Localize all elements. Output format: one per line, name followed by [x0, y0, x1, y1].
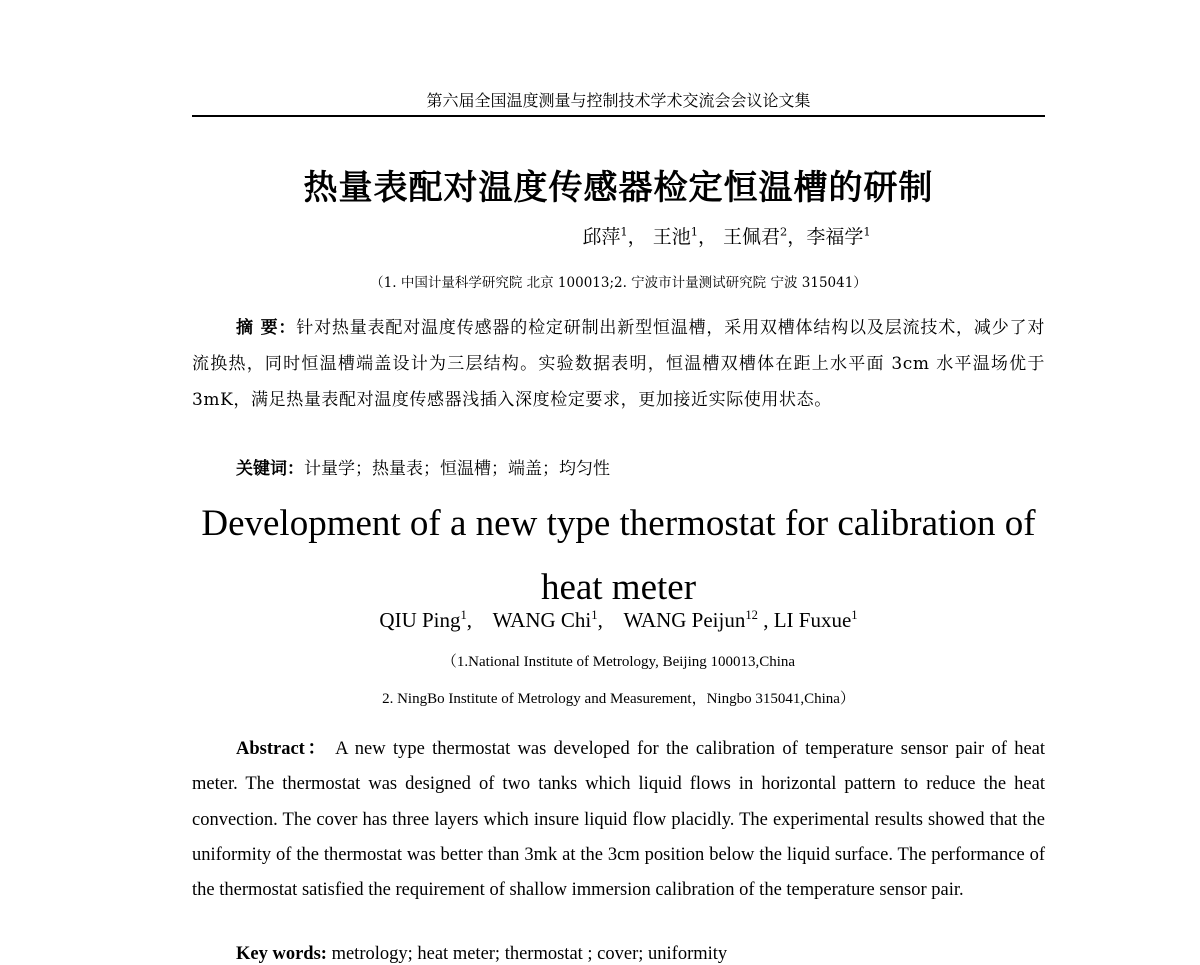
author-sup: 1 [591, 608, 598, 622]
english-affiliation-2: 2. NingBo Institute of Metrology and Measurement，Ningbo 315041,China） [382, 691, 855, 707]
author-sup: 2 [780, 224, 788, 239]
keywords-label: Key words: [236, 944, 327, 964]
abstract-text: A new type thermostat was developed for the calibration of temperature sensor pair of heat meter. The thermostat was designed of two tanks which liquid flows in horizontal pattern to reduce the heat convection. The cover has three layers which insure liquid flow placidly. The experimental results showed that the uniformity of the thermostat was better than 3mk at the 3cm position below the liquid surface. The performance of the thermostat satisfied the requirement of shallow immersion calibration of the temperature sensor pair. [192, 739, 1046, 901]
english-abstract [192, 732, 1045, 908]
chinese-title: 热量表配对温度传感器检定恒温槽的研制 [303, 168, 934, 208]
keywords-label: 关键词： [236, 459, 304, 479]
author: 王池 [652, 226, 691, 248]
author-sup: 12 [745, 608, 758, 622]
author-sup: 1 [690, 224, 698, 239]
abstract-text: 针对热量表配对温度传感器的检定研制出新型恒温槽，采用双槽体结构以及层流技术，减少了对流换热，同时恒温槽端盖设计为三层结构。实验数据表明，恒温槽双槽体在距上水平面 3cm 水平温场优于 3mK，满足热量表配对温度传感器浅插入深度检定要求，更加接近实际使用状态。 [192, 318, 1045, 410]
author-sup: 1 [620, 224, 628, 239]
header-rule [192, 115, 1045, 117]
author: 邱萍 [582, 226, 621, 248]
english-title: Development of a new type thermostat for calibration of heat meter [201, 503, 1036, 608]
chinese-authors: 邱萍$^1$， 王池$^1$， 王佩君$^2$，李福学$^1$ [582, 224, 871, 248]
english-affiliation-1: （1.National Institute of Metrology, Beijing 100013,China [441, 654, 796, 670]
abstract-label: Abstract： [236, 739, 329, 759]
keywords-text: metrology; heat meter; thermostat ; cover; uniformity [331, 944, 728, 964]
author: QIU Ping [379, 608, 461, 632]
chinese-affiliation: （1. 中国计量科学研究院 北京 100013;2. 宁波市计量测试研究院 宁波 315041） [370, 275, 867, 291]
author: 王佩君 [723, 226, 781, 248]
author-sup: 1 [460, 608, 467, 622]
author: WANG Chi [492, 608, 592, 632]
keywords-text: 计量学；热量表；恒温槽；端盖；均匀性 [304, 459, 610, 479]
author-sup: 1 [863, 224, 871, 239]
author-sup: 1 [851, 608, 858, 622]
author: LI Fuxue [773, 608, 852, 632]
running-header: 第六届全国温度测量与控制技术学术交流会会议论文集 [426, 91, 811, 110]
chinese-abstract [192, 310, 1045, 418]
author: 李福学 [806, 226, 864, 248]
author: WANG Peijun [623, 608, 746, 632]
english-authors: QIU Ping$^1$, WANG Chi$^1$, WANG Peijun$^{12}$ , LI Fuxue$^1$ [379, 608, 858, 632]
chinese-keywords [236, 454, 610, 479]
abstract-label: 摘 要： [236, 318, 297, 338]
english-keywords [236, 944, 727, 965]
